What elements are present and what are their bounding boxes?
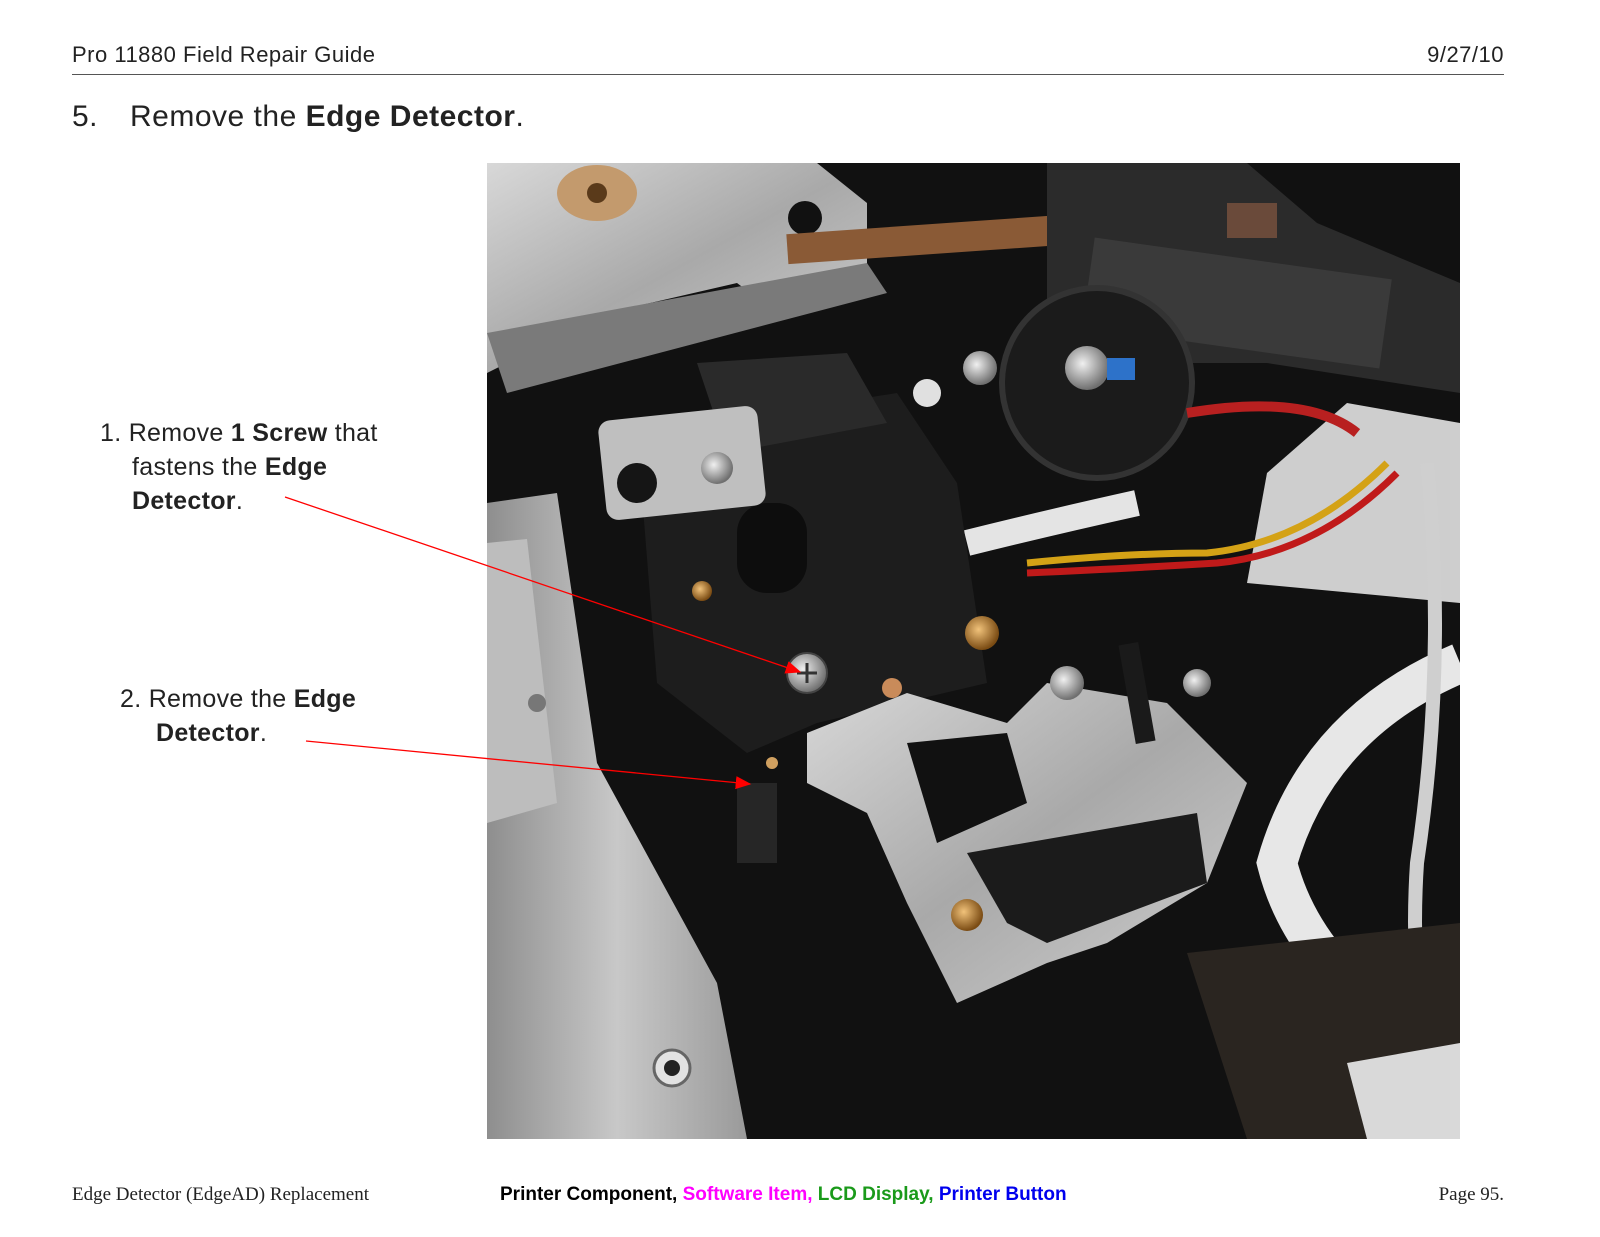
- document-title: Pro 11880 Field Repair Guide: [72, 42, 376, 67]
- step-text: Remove the: [130, 100, 306, 133]
- footer-section-title: Edge Detector (EdgeAD) Replacement: [72, 1184, 370, 1205]
- callout-1-line2: fastens the: [132, 453, 265, 481]
- step-number: 5.: [72, 100, 99, 133]
- callout-2-text: Remove the: [148, 685, 294, 713]
- step-bold-text: Edge Detector: [305, 100, 516, 133]
- callout-1-text: Remove: [128, 419, 231, 447]
- step-text-end: .: [515, 100, 525, 133]
- callout-1: [100, 416, 378, 518]
- legend-lcd-display: LCD Display,: [817, 1184, 934, 1205]
- callout-2: [120, 682, 356, 750]
- legend-printer-component: Printer Component,: [500, 1184, 678, 1205]
- color-legend: [500, 1184, 1067, 1206]
- callout-1-line2-bold: Edge: [264, 453, 328, 481]
- page-number: Page 95.: [1438, 1184, 1504, 1205]
- callout-1-text-post: that: [327, 419, 378, 447]
- callout-1-bold: 1 Screw: [230, 419, 328, 447]
- callout-2-bold: Edge: [293, 685, 357, 713]
- callout-2-line2-post: .: [259, 719, 268, 747]
- printer-photo: [487, 163, 1460, 1139]
- callout-1-line3-bold: Detector: [132, 487, 236, 515]
- callout-1-number: 1.: [100, 419, 122, 447]
- callout-2-line2-bold: Detector: [156, 719, 260, 747]
- page-footer: [72, 1184, 1504, 1208]
- document-date: 9/27/10: [1427, 42, 1504, 67]
- page-header: [72, 38, 1504, 75]
- legend-software-item: Software Item,: [682, 1184, 813, 1205]
- step-heading: [72, 100, 524, 134]
- printer-photo-illustration: [487, 163, 1460, 1139]
- legend-printer-button: Printer Button: [938, 1184, 1067, 1205]
- callout-2-number: 2.: [120, 685, 142, 713]
- callout-1-line3-post: .: [235, 487, 244, 515]
